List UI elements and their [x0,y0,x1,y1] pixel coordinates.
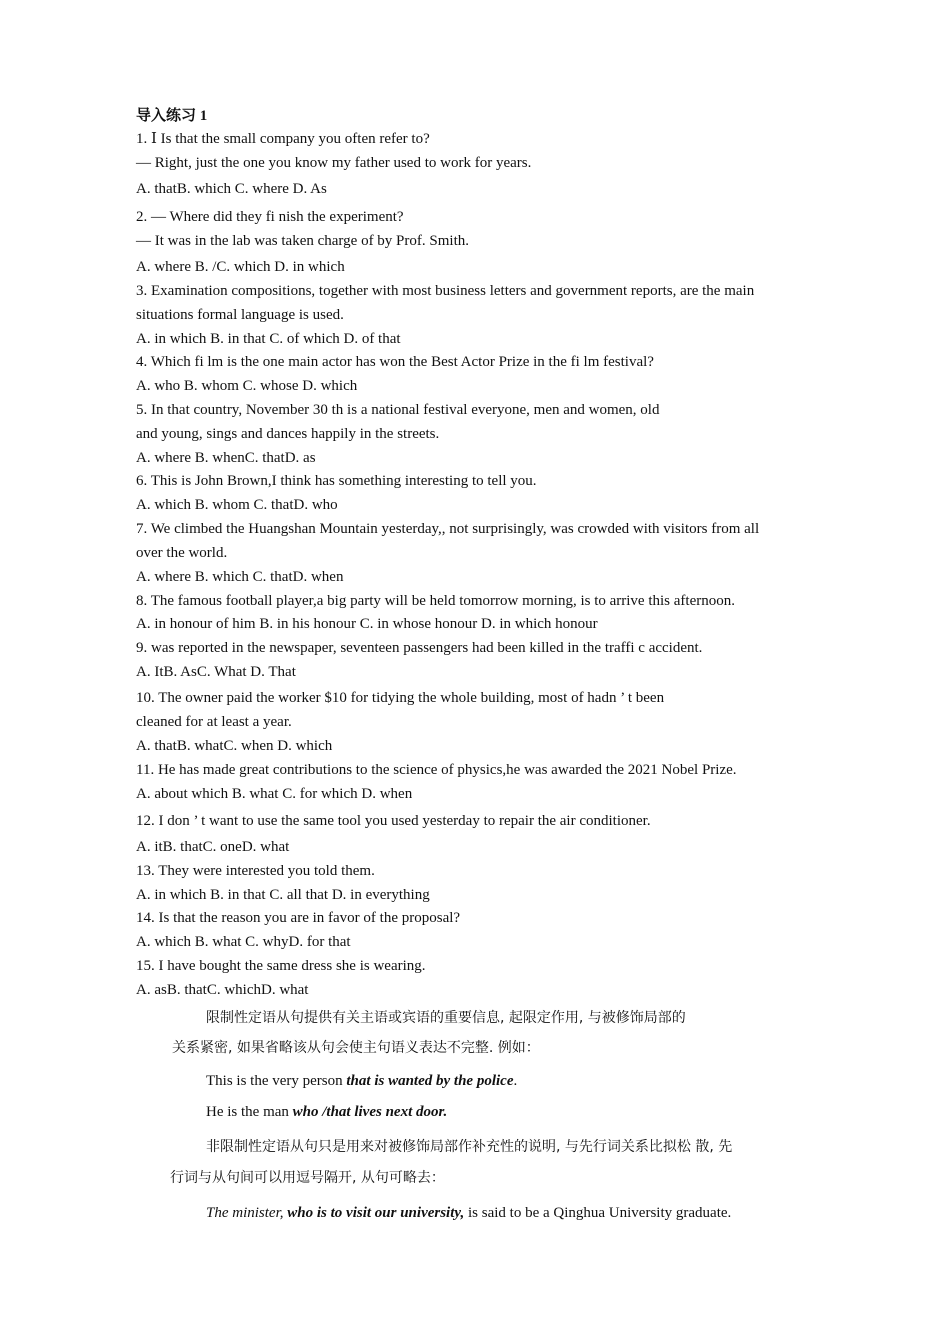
question-6-stem: 6. This is John Brown,I think has something interesting to tell you. [136,473,537,489]
nonrestrictive-clause-note-cont: 行词与从句间可以用逗号隔开, 从句可略去： [170,1170,445,1186]
restrictive-clause-note-cont: 关系紧密, 如果省略该从句会使主句语义表达不完整. 例如： [172,1040,540,1056]
question-13-stem: 13. They were interested you told them. [136,863,375,879]
example-2-clause: who /that lives next door. [292,1104,448,1120]
example-2-text: He is the man [206,1104,293,1120]
example-sentence-2 [206,1102,447,1122]
question-3-options: A. in which B. in that C. of which D. of that [136,331,401,347]
example-sentence-1 [206,1071,517,1091]
question-3-stem-cont: situations formal language is used. [136,307,344,323]
example-3-clause: who is to visit our university, [287,1205,465,1221]
question-1-stem: 1. Ⅰ Is that the small company you often refer to? [136,131,430,147]
question-1-stem-cont: — Right, just the one you know my father used to work for years. [136,155,532,171]
question-9-stem: 9. was reported in the newspaper, seventeen passengers had been killed in the traffi c accident. [136,640,703,656]
question-6-options: A. which B. whom C. thatD. who [136,497,338,513]
question-5-stem-cont: and young, sings and dances happily in the streets. [136,426,440,442]
question-2-stem-cont: — It was in the lab was taken charge of by Prof. Smith. [136,233,469,249]
question-10-options: A. thatB. whatC. when D. which [136,738,333,754]
nonrestrictive-clause-note: 非限制性定语从句只是用来对被修饰局部作补充性的说明, 与先行词关系比拟松 散, 先 [206,1139,733,1155]
example-1-text: This is the very person [206,1073,347,1089]
question-2-options: A. where B. /C. which D. in which [136,259,345,275]
page-heading: 导入练习 1 [136,108,208,124]
question-5-options: A. where B. whenC. thatD. as [136,450,316,466]
question-7-stem: 7. We climbed the Huangshan Mountain yesterday,, not surprisingly, was crowded with visitors from all [136,521,760,537]
question-1-options: A. thatB. which C. where D. As [136,181,327,197]
question-12-options: A. itB. thatC. oneD. what [136,839,290,855]
question-5-stem: 5. In that country, November 30 th is a national festival everyone, men and women, old [136,402,660,418]
question-15-options: A. asB. thatC. whichD. what [136,982,309,998]
question-11-options: A. about which B. what C. for which D. when [136,786,413,802]
question-15-stem: 15. I have bought the same dress she is wearing. [136,958,426,974]
question-7-options: A. where B. which C. thatD. when [136,569,344,585]
question-12-stem: 12. I don ’ t want to use the same tool you used yesterday to repair the air conditioner. [136,813,651,829]
restrictive-clause-note: 限制性定语从句提供有关主语或宾语的重要信息, 起限定作用, 与被修饰局部的 [206,1010,686,1026]
question-9-options: A. ItB. AsC. What D. That [136,664,296,680]
question-7-stem-cont: over the world. [136,545,228,561]
example-1-clause: that is wanted by the police [346,1073,514,1089]
question-14-stem: 14. Is that the reason you are in favor of the proposal? [136,910,461,926]
example-sentence-3 [206,1203,731,1223]
question-8-stem: 8. The famous football player,a big party will be held tomorrow morning, is to arrive this afternoon. [136,593,735,609]
question-11-stem: 11. He has made great contributions to the science of physics,he was awarded the 2021 Nobel Prize. [136,762,737,778]
question-13-options: A. in which B. in that C. all that D. in everything [136,887,430,903]
question-2-stem: 2. — Where did they fi nish the experiment? [136,209,404,225]
question-10-stem-cont: cleaned for at least a year. [136,714,292,730]
example-3-subject: The minister, [206,1205,288,1221]
question-8-options: A. in honour of him B. in his honour C. in whose honour D. in which honour [136,616,598,632]
question-4-stem: 4. Which fi lm is the one main actor has won the Best Actor Prize in the fi lm festival? [136,354,654,370]
example-3-rest: is said to be a Qinghua University graduate. [464,1205,732,1221]
question-10-stem: 10. The owner paid the worker $10 for tidying the whole building, most of hadn ’ t been [136,690,665,706]
example-1-end: . [513,1073,518,1089]
question-3-stem: 3. Examination compositions, together with most business letters and government reports, are the main [136,283,755,299]
question-14-options: A. which B. what C. whyD. for that [136,934,351,950]
question-4-options: A. who B. whom C. whose D. which [136,378,358,394]
